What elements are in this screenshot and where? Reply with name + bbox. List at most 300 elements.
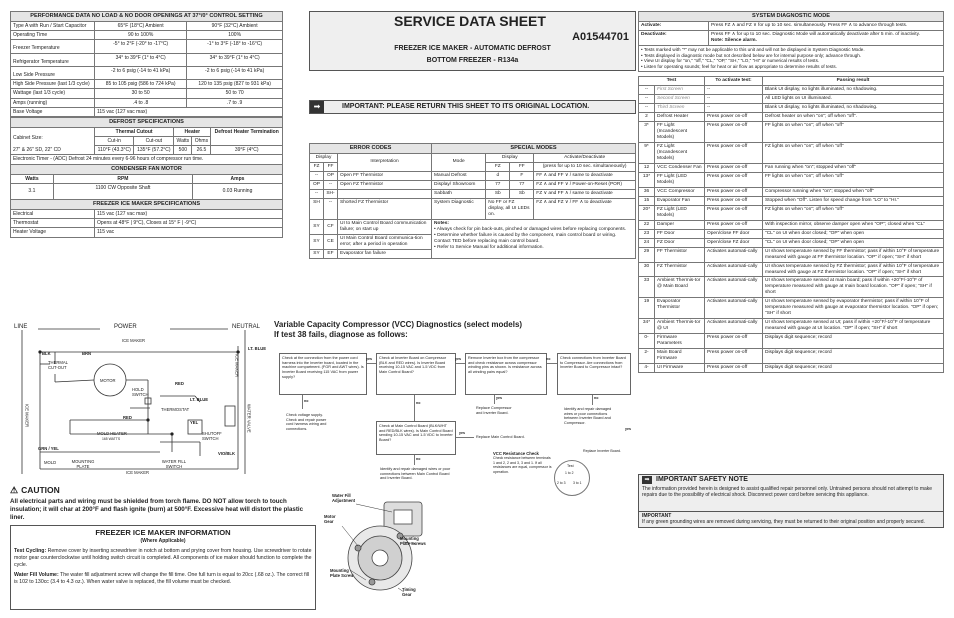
mode-d1: 77 bbox=[486, 180, 510, 189]
test-number: 2- bbox=[639, 349, 655, 364]
vcc-title2: If test 38 fails, diagnose as follows: bbox=[274, 330, 408, 339]
code-interp: Open FZ Thermistor bbox=[338, 180, 432, 189]
perf-label: Refrigerator Temperature bbox=[11, 53, 95, 66]
perf-label: Type A with Run / Start Capacitor bbox=[11, 21, 95, 30]
perf-value: 85 to 105 psig (586 to 724 kPa) bbox=[95, 80, 187, 89]
test-result: "CL" on UI when door closed; "OP" when open bbox=[763, 229, 944, 238]
water-fill-label: Water Fill Volume: bbox=[14, 571, 59, 578]
perf-value: 100% bbox=[187, 31, 283, 40]
test-result: UI shows temperature sensed at UI; pass if within +20°F/-10°F of temperature measured with gauge at UI location. "OP" if open; "SH" if short bbox=[763, 319, 944, 334]
sdm-row bbox=[639, 94, 944, 103]
test-activate: Press power on-off bbox=[705, 142, 763, 163]
perf-value: 120 to 135 psig (827 to 931 kPa) bbox=[187, 80, 283, 89]
mode-name: Manual Defrost bbox=[432, 171, 486, 180]
sdm-row bbox=[639, 262, 944, 277]
test-result: Displays digit sequence; record bbox=[763, 364, 944, 373]
spec-value: Opens at 48°F | 9°C), Closes at 15° F | -9°C) bbox=[95, 219, 283, 228]
flow-arrow bbox=[367, 363, 376, 364]
sdm-bullets bbox=[639, 45, 944, 71]
sdm-bullet-text: View UI display for "on," "off," "CL," "OP," "SH," "LO," "HI" or numerical results of tests. bbox=[643, 58, 820, 64]
wire-red: RED bbox=[175, 381, 184, 386]
test-name: First Screen bbox=[655, 85, 705, 94]
activate-text: Press FZ ∧ and FZ ∨ for up to 10 sec. simultaneously. Press FF ∧ to advance through tests. bbox=[709, 21, 944, 30]
test-activate: Press power on-off bbox=[705, 196, 763, 205]
performance-title: PERFORMANCE DATA NO LOAD & NO DOOR OPENINGS AT 37°/0° CONTROL SETTING bbox=[11, 12, 283, 22]
yes-label: yes bbox=[625, 427, 631, 431]
test-result: Blank UI display, no lights illuminated, no shadowing. bbox=[763, 85, 944, 94]
note-text: Always check for pin back-outs, pinched or damaged wires before replacing components. bbox=[436, 226, 627, 232]
code-ff: SH- bbox=[324, 189, 338, 198]
yes-label: yes bbox=[459, 431, 465, 435]
wire-ltblue: LT. BLUE bbox=[190, 397, 209, 402]
code-fz: SY bbox=[310, 219, 324, 234]
no-label: no bbox=[416, 401, 421, 405]
watts-header: Watts bbox=[174, 136, 192, 145]
sdm-row bbox=[639, 85, 944, 94]
test-activate: -- bbox=[705, 85, 763, 94]
mode-d2: F bbox=[510, 171, 534, 180]
icemaker-info-sub: (Where Applicable) bbox=[140, 538, 186, 545]
code-fz: -- bbox=[310, 189, 324, 198]
icemaker-info-title: FREEZER ICE MAKER INFORMATION bbox=[95, 528, 231, 537]
flow-arrow bbox=[547, 363, 557, 364]
test-activate: Press power on-off bbox=[705, 205, 763, 220]
deactivate-label: Deactivate: bbox=[639, 30, 709, 45]
vcc-action-replace-comp: Replace Compressor and Inverter Board. bbox=[474, 404, 514, 420]
hold-switch-label: HOLD SWITCH bbox=[132, 387, 149, 398]
vcc-step-5: Check at Main Control Board (BLK/WHT and RED/BLK wires). Is Main Control Board sending 10-15 VAC and 1-5 VDC to Inverter Board? bbox=[376, 421, 456, 455]
test-cycling-label: Test Cycling: bbox=[14, 547, 47, 554]
important-banner-text: IMPORTANT: PLEASE RETURN THIS SHEET TO ITS ORIGINAL LOCATION. bbox=[342, 102, 590, 110]
perf-label: Low Side Pressure bbox=[11, 66, 95, 79]
sdm-row bbox=[639, 103, 944, 112]
sdm-header-table bbox=[638, 11, 944, 72]
sdm-test-table bbox=[638, 76, 944, 373]
test-number: 20* bbox=[639, 205, 655, 220]
flow-arrow bbox=[592, 395, 593, 405]
sdm-row bbox=[639, 364, 944, 373]
sdm-row bbox=[639, 220, 944, 229]
replace-inverter: Replace Inverter Board. bbox=[583, 449, 621, 453]
test-name: FZ Door bbox=[655, 238, 705, 247]
water-fill-text: The water fill adjustment screw will change the fill time. One full turn is equal to 20cc (.68 oz.). The correct fill is 102 to 130cc (3.4 to 4.3 oz.). When water valve is replaced, the fill volume must be checked. bbox=[14, 571, 310, 585]
mode-act: FZ ∧ and FF ∨ / Power-on-Reset (POR) bbox=[534, 180, 636, 189]
ff-header: FF bbox=[324, 162, 338, 171]
resistance-title: VCC Resistance Check bbox=[493, 451, 539, 456]
wire-brn: BRN bbox=[82, 351, 92, 356]
performance-section bbox=[10, 11, 283, 238]
test-number: -- bbox=[639, 85, 655, 94]
deactivate-note: Note: Silence alarm. bbox=[711, 37, 757, 43]
safety-important bbox=[638, 512, 944, 528]
vcc-action-replace-mcb: Replace Main Control Board. bbox=[474, 433, 534, 443]
code-interp: UI Main Control Board communica-tion error; after a period in operation bbox=[338, 234, 432, 249]
motor-gear-label: Motor Gear bbox=[324, 514, 336, 525]
yes-label: yes bbox=[496, 396, 502, 400]
icemaker-drawing bbox=[322, 490, 442, 608]
water-fill-switch-label: WATER FILL SWITCH bbox=[161, 459, 187, 470]
test-number: 2 bbox=[639, 112, 655, 121]
sdm-row bbox=[639, 319, 944, 334]
test-number: 13* bbox=[639, 172, 655, 187]
test-activate: -- bbox=[705, 103, 763, 112]
sheet-number: A01544701 bbox=[572, 31, 629, 43]
ohms-value: 26.5 bbox=[192, 146, 211, 155]
vcc-step-4: Check connections from Inverter Board to Compressor. Are connections from Inverter Board to Compressor intact? bbox=[557, 353, 631, 395]
test-number: 36 bbox=[639, 187, 655, 196]
test-number: 15 bbox=[639, 196, 655, 205]
cutout-header: Cut-out bbox=[134, 136, 174, 145]
no-label: no bbox=[304, 399, 309, 403]
codes-section bbox=[309, 143, 636, 259]
thermal-cutout-label: THERMAL CUT-OUT bbox=[48, 360, 68, 371]
icemaker-spec-table bbox=[10, 199, 283, 238]
flow-arrow bbox=[456, 363, 465, 364]
test-number: -- bbox=[639, 103, 655, 112]
vcc-action-power: Check voltage supply. Check and repair power cord harness wiring and connections. bbox=[284, 411, 332, 437]
test-name: FF Light (LED Models) bbox=[655, 172, 705, 187]
code-ff: CF bbox=[324, 219, 338, 234]
mode-d2: Sb bbox=[510, 189, 534, 198]
test-result: UI shows temperature sensed by FF thermistor; pass if within 10°F of temperature measured with gauge at FF thermistor location. "OP" if open; "SH" if short bbox=[763, 247, 944, 262]
sdm-bullet: • Tests marked with "*" may not be applicable to this unit and will not be displayed in System Diagnostic Mode. bbox=[641, 46, 865, 52]
test-result: FF lights on when "on"; off when "off" bbox=[763, 172, 944, 187]
flow-arrow bbox=[302, 395, 303, 409]
vcc-step-2: Check at Inverter Board on Compressor (BLK and RED wires). Is Inverter Board receiving 10-15 VAC and 1-5 VDC from Main Control Board? bbox=[376, 353, 456, 395]
test-activate: Activates automati-cally bbox=[705, 298, 763, 319]
cutout-value: 135°F (57.2°C) bbox=[134, 146, 174, 155]
perf-value: 50 to 70 bbox=[187, 89, 283, 98]
fan-rpm: 1100 CW Opposite Shaft bbox=[53, 184, 192, 199]
test-name: Evaporator Fan bbox=[655, 196, 705, 205]
safety-heading bbox=[642, 476, 940, 485]
no-label: no bbox=[546, 357, 551, 361]
cabinet-label: Cabinet Size: bbox=[13, 134, 43, 141]
test-activate: Activates automati-cally bbox=[705, 277, 763, 298]
fan-rpm-header: RPM bbox=[53, 175, 192, 184]
test-result: Defrost heater on when "on"; off when "off". bbox=[763, 112, 944, 121]
termination-value: 39°F (4°C) bbox=[211, 146, 283, 155]
sdm-bullet-text: Listen for operating sounds; feel for heat or air flow as appropriate to determine results of tests. bbox=[643, 64, 837, 70]
caution-section bbox=[10, 485, 316, 522]
yes-label: yes bbox=[455, 357, 461, 361]
test-activate: Press power on-off bbox=[705, 187, 763, 196]
mounting-plate-screw-label: Mounting Plate Screw bbox=[330, 568, 354, 579]
fz-header: FZ bbox=[310, 162, 324, 171]
ice-maker-label: ICE MAKER bbox=[122, 338, 146, 343]
perf-value: -2 to 6 psig (-14 to 41 kPa) bbox=[187, 66, 283, 79]
terminal-3-1: 3 to 1 bbox=[573, 481, 582, 485]
icemaker-drawing-svg bbox=[322, 490, 442, 608]
water-valve-label: WATER VALVE bbox=[246, 404, 252, 433]
test-name: Firmware Parameters bbox=[655, 334, 705, 349]
code-fz: SY bbox=[310, 234, 324, 249]
test-number: 4- bbox=[639, 364, 655, 373]
sdm-row bbox=[639, 172, 944, 187]
notes-title: Notes: bbox=[434, 220, 449, 226]
ohms-header: Ohms bbox=[192, 136, 211, 145]
water-fill bbox=[14, 572, 312, 586]
sdm-bullet-text: Tests marked with "*" may not be applicable to this unit and will not be displayed in System Diagnostic Mode. bbox=[643, 46, 865, 52]
base-voltage-label: Base Voltage bbox=[11, 107, 95, 116]
test-result: UI shows temperature sensed by evaporator thermistor; pass if within 10°F of temperature measured with gauge at evaporator thermistor location. "OP" if open; "SH" if short bbox=[763, 298, 944, 319]
test-number: 30 bbox=[639, 262, 655, 277]
perf-value: 34° to 39°F (1° to 4°C) bbox=[187, 53, 283, 66]
test-activate: Press power on-off bbox=[705, 349, 763, 364]
mode-d2: 77 bbox=[510, 180, 534, 189]
test-number: 3* bbox=[639, 121, 655, 142]
test-number: 29 bbox=[639, 247, 655, 262]
test-name: FF Thermistor bbox=[655, 247, 705, 262]
important-label: IMPORTANT bbox=[642, 513, 672, 519]
terminal-1-2: 1 to 2 bbox=[565, 471, 574, 475]
code-ff: CE bbox=[324, 234, 338, 249]
test-name: Second Screen bbox=[655, 94, 705, 103]
cutin-header: Cut-in bbox=[95, 136, 134, 145]
vcc-title1: Variable Capacity Compressor (VCC) Diagnostics (select models) bbox=[274, 320, 523, 329]
test-name: Defrost Heater bbox=[655, 112, 705, 121]
test-name: Damper bbox=[655, 220, 705, 229]
shutoff-switch-label: SHUTOFF SWITCH bbox=[202, 431, 222, 442]
flow-arrow bbox=[456, 437, 474, 438]
code-interp: Evaporator fan failure bbox=[338, 249, 432, 258]
test-number: 0- bbox=[639, 334, 655, 349]
ice-maker-left-label: ICE MAKER bbox=[24, 404, 30, 428]
compressor-terminal-diagram bbox=[554, 460, 590, 496]
sdm-row bbox=[639, 187, 944, 196]
header-box bbox=[309, 11, 636, 71]
sdm-bullet: • View UI display for "on," "off," "CL," "OP," "SH," "LO," "HI" or numerical results of tests. bbox=[641, 58, 820, 64]
perf-value: 90 to 100% bbox=[95, 31, 187, 40]
mounting-plate-label: MOUNTING PLATE bbox=[71, 459, 95, 470]
caution-title: CAUTION bbox=[21, 485, 60, 496]
fan-watts: 3.1 bbox=[11, 184, 54, 199]
test-result: FZ lights on when "on"; off when "off" bbox=[763, 205, 944, 220]
sdm-row bbox=[639, 112, 944, 121]
test-result: With inspection mirror, observe damper open when "OP"; closed when "CL" bbox=[763, 220, 944, 229]
code-fz: -- bbox=[310, 171, 324, 180]
perf-value: .4 to .8 bbox=[95, 98, 187, 107]
test-number: 24 bbox=[639, 238, 655, 247]
test-name: Ambient Thermis-tor @ Main Board bbox=[655, 277, 705, 298]
wire-yel: YEL bbox=[190, 420, 199, 425]
code-ff: -- bbox=[324, 180, 338, 189]
wiring-diagram bbox=[10, 324, 271, 479]
test-number: 23 bbox=[639, 229, 655, 238]
flow-arrow bbox=[414, 455, 415, 465]
code-fz: SH bbox=[310, 198, 324, 219]
caution-text: All electrical parts and wiring must be shielded from torch flame. DO NOT allow torch to touch insulation; it will char at 200°F and flash ignite (burn) at 500°F. Excessive heat will distort the plastic liner. bbox=[10, 498, 304, 522]
no-label: no bbox=[416, 457, 421, 461]
defrost-timer: Electronic Timer - (ADC) Defrost 24 minutes every 6-96 hours of compressor run time. bbox=[11, 155, 283, 164]
motor-label: MOTOR bbox=[100, 378, 116, 383]
test-number: 34* bbox=[639, 319, 655, 334]
icemaker-info-section bbox=[10, 525, 316, 610]
col-test: Test bbox=[639, 76, 705, 85]
perf-value: 90°F (32°C) Ambient bbox=[187, 21, 283, 30]
test-result: UI shows temperature sensed by FZ thermistor; pass if within 10°F of temperature measured with gauge at FZ thermistor location. "OP" if open; "SH" if short bbox=[763, 262, 944, 277]
mold-heater-watts: 165 WATTS bbox=[102, 437, 121, 441]
resistance-text: Check resistance between terminals 1 and 2, 2 and 3, 3 and 1. If all resistances are equal, compressor is operation. bbox=[493, 456, 552, 474]
note-item: • Refer to Service Manual for additional information. bbox=[434, 244, 544, 250]
ice-maker-vertical: ICE MAKER bbox=[234, 354, 240, 378]
test-name: Ambient Thermis-tor @ UI bbox=[655, 319, 705, 334]
test-activate: Press power on-off bbox=[705, 364, 763, 373]
mounting-screws-label: Mounting Plate Screws bbox=[400, 536, 426, 547]
code-ff: OP bbox=[324, 171, 338, 180]
error-codes-title: ERROR CODES bbox=[310, 144, 432, 154]
test-name: FZ Light (Incandescent Models) bbox=[655, 142, 705, 163]
code-interp: Shorted FZ Thermistor bbox=[338, 198, 432, 219]
spec-label: Heater Voltage bbox=[11, 228, 95, 237]
test-name: FZ Light (LED Models) bbox=[655, 205, 705, 220]
safety-title: IMPORTANT SAFETY NOTE bbox=[656, 476, 748, 483]
test-result: Fan running when "on"; stopped when "off" bbox=[763, 163, 944, 172]
col-activate: To activate test: bbox=[705, 76, 763, 85]
col-pass: Passing result bbox=[763, 76, 944, 85]
mode-act: FZ ∧ and FZ ∨ / FF ∧ to deactivate bbox=[534, 198, 636, 219]
test-number: 9* bbox=[639, 142, 655, 163]
sheet-title: SERVICE DATA SHEET bbox=[394, 13, 546, 29]
vcc-action-repair-mcb-wires: Identify and repair damaged wires or poor connections between Main Control Board and Inverter Board. bbox=[378, 465, 454, 485]
cabinet-sizes: 27" & 26" SD, 22" CD bbox=[13, 146, 61, 153]
test-number: 22 bbox=[639, 220, 655, 229]
sdm-row bbox=[639, 229, 944, 238]
terminal-test-label: Test bbox=[567, 464, 574, 468]
performance-table bbox=[10, 11, 283, 117]
sheet-sub1: FREEZER ICE MAKER - AUTOMATIC DEFROST bbox=[394, 45, 551, 52]
sdm-bullet: • Listen for operating sounds; feel for heat or air flow as appropriate to determine results of tests. bbox=[641, 64, 837, 70]
vcc-step-3: Remove Inverter box from the compressor and check resistance across compressor winding pins as shown. Is resistance across all winding pairs equal? bbox=[465, 353, 547, 395]
no-label: no bbox=[594, 396, 599, 400]
wire-vbl: VIO/BLK bbox=[218, 451, 235, 456]
mold-label: MOLD bbox=[44, 460, 57, 465]
perf-value: 30 to 50 bbox=[95, 89, 187, 98]
test-activate: Activates automati-cally bbox=[705, 262, 763, 277]
water-fill-adj-label: Water Fill Adjustment bbox=[332, 493, 356, 504]
vcc-title-block bbox=[274, 320, 634, 340]
test-activate: Open/close FF door bbox=[705, 229, 763, 238]
sdm-row bbox=[639, 247, 944, 262]
display-header-2: Display bbox=[486, 153, 534, 162]
code-interp bbox=[338, 189, 432, 198]
spec-label: Thermostat bbox=[11, 219, 95, 228]
sdm-section bbox=[638, 11, 944, 373]
thermal-cutout-header: Thermal Cutout bbox=[95, 127, 174, 136]
sdm-rows bbox=[639, 85, 944, 372]
timing-gear-label: Timing Gear bbox=[402, 587, 416, 598]
mode-name: Sabbath bbox=[432, 189, 486, 198]
mode-d1: No FF or FZ display, all UI LEDs on. bbox=[486, 198, 534, 219]
test-cycling bbox=[14, 548, 312, 569]
code-interp: UI to Main Control Board communication failure; on start up bbox=[338, 219, 432, 234]
test-activate: Activates automati-cally bbox=[705, 319, 763, 334]
sdm-row bbox=[639, 196, 944, 205]
ice-maker-bottom-label: ICE MAKER bbox=[126, 470, 150, 475]
test-name: FZ Thermistor bbox=[655, 262, 705, 277]
test-name: VCC Compressor bbox=[655, 187, 705, 196]
perf-value: 65°F (18°C) Ambient bbox=[95, 21, 187, 30]
test-activate: Press power on-off bbox=[705, 220, 763, 229]
fz-header-2: FZ bbox=[486, 162, 510, 171]
watts-value: 500 bbox=[174, 146, 192, 155]
code-ff: -- bbox=[324, 198, 338, 219]
note-item: • Determine whether failure is caused by the component, main control board or wiring. Contact TED before replacing main control board. bbox=[434, 232, 617, 244]
wire-red-2: RED bbox=[123, 415, 132, 420]
power-label: POWER bbox=[114, 324, 137, 330]
test-activate: Press power on-off bbox=[705, 334, 763, 349]
arrow-icon: ➡ bbox=[310, 101, 324, 113]
test-name: Evaporator Thermistor bbox=[655, 298, 705, 319]
test-activate: -- bbox=[705, 94, 763, 103]
test-number: 33 bbox=[639, 277, 655, 298]
icemaker-spec-title: FREEZER ICE MAKER SPECIFICATIONS bbox=[11, 199, 283, 209]
activate-header: Activate/Deactivate bbox=[534, 153, 636, 162]
test-result: "CL" on UI when door closed; "OP" when open bbox=[763, 238, 944, 247]
mode-act: FF ∧ and FF ∨ / same to deactivate bbox=[534, 171, 636, 180]
sdm-bullet-text: Tests displayed in diagnostic mode but not described below are for internal purpose only; advance through. bbox=[643, 52, 862, 58]
perf-label: Operating Time bbox=[11, 31, 95, 40]
mode-act: FZ ∨ and FF ∧ / same to deactivate bbox=[534, 189, 636, 198]
mold-heater-label: MOLD HEATER bbox=[97, 431, 127, 436]
sdm-title: SYSTEM DIAGNOSTIC MODE bbox=[639, 12, 944, 22]
perf-label: Wattage (last 1/3 cycle) bbox=[11, 89, 95, 98]
test-activate: Activates automati-cally bbox=[705, 247, 763, 262]
vcc-resistance bbox=[493, 451, 553, 474]
fan-amps: 0.03 Running bbox=[193, 184, 283, 199]
display-header: Display bbox=[310, 153, 338, 162]
note-text: Refer to Service Manual for additional information. bbox=[437, 244, 544, 250]
wire-blk: BLK bbox=[42, 351, 51, 356]
activate-sub-header: (press for up to 10 sec. simultaneously) bbox=[534, 162, 636, 171]
wire-grnyel: GRN / YEL bbox=[38, 446, 59, 451]
test-number: 12 bbox=[639, 163, 655, 172]
code-fz: SY bbox=[310, 249, 324, 258]
fan-title: CONDENSER FAN MOTOR bbox=[11, 165, 283, 175]
wire-ltblue-2: LT. BLUE bbox=[248, 346, 267, 351]
special-modes-title: SPECIAL MODES bbox=[432, 144, 636, 154]
code-ff: EF bbox=[324, 249, 338, 258]
ff-header-2: FF bbox=[510, 162, 534, 171]
heater-header: Heater bbox=[174, 127, 211, 136]
spec-value: 115 vac (127 vac max) bbox=[95, 209, 283, 218]
sheet-sub2: BOTTOM FREEZER - R134a bbox=[426, 57, 519, 64]
fan-watts-header: Watts bbox=[11, 175, 54, 184]
test-result: Displays digit sequence; record bbox=[763, 334, 944, 349]
spec-value: 115 vac bbox=[95, 228, 283, 237]
test-number: -- bbox=[639, 94, 655, 103]
perf-value: -5° to 2°F (-20° to -17°C) bbox=[95, 40, 187, 53]
test-name: Third Screen bbox=[655, 103, 705, 112]
safety-note bbox=[638, 474, 944, 512]
perf-value: 34° to 39°F (1° to 4°C) bbox=[95, 53, 187, 66]
sdm-row bbox=[639, 205, 944, 220]
mode-name: Display/ Showroom bbox=[432, 180, 486, 189]
fan-table bbox=[10, 164, 283, 199]
perf-label: Amps (running) bbox=[11, 98, 95, 107]
neutral-label: NEUTRAL bbox=[232, 324, 261, 330]
test-activate: Press power on-off bbox=[705, 121, 763, 142]
important-text: If any green grounding wires are removed during servicing, they must be returned to their original position and properly secured. bbox=[642, 519, 925, 526]
test-result: FZ lights on when "on"; off when "off" bbox=[763, 142, 944, 163]
sdm-row bbox=[639, 238, 944, 247]
mode-d1: d bbox=[486, 171, 510, 180]
mode-name: System Diagnostic bbox=[432, 198, 486, 219]
note-item: • Always check for pin back-outs, pinched or damaged wires before replacing components. bbox=[434, 226, 627, 232]
sdm-row bbox=[639, 298, 944, 319]
perf-value: -1° to 3°F (-18° to -16°C) bbox=[187, 40, 283, 53]
base-voltage-value: 115 vac (127 vac max) bbox=[95, 107, 283, 116]
